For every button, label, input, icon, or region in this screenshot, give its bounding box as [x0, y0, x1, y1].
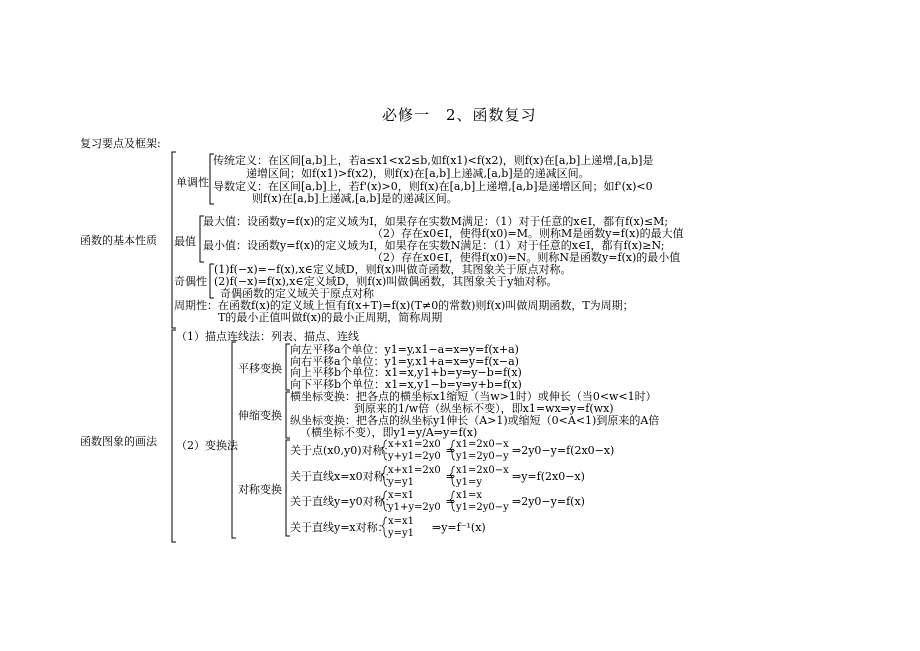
system-1-eq-a: x+x1=2x0: [388, 439, 441, 450]
monotonic-line-4: 则f(x)在[a,b]上递减,[a,b]是的递减区间。: [252, 192, 458, 205]
stretch-line-2: 到原来的1/w倍（纵坐标不变），即x1=wx⇒y=f(wx): [354, 402, 614, 415]
symmetry-row-head: 关于直线x=x0对称：: [290, 470, 396, 483]
parity-line-1: (1)f(−x)=−f(x),x∈定义域D，则f(x)叫做奇函数，其图象关于原点对称。: [214, 263, 572, 276]
symmetry-row-head: 关于点(x0,y0)对称：: [290, 444, 395, 457]
monotonic-line-2: 递增区间；如f(x1)>f(x2)，则f(x)在[a,b]上递减,[a,b]是的递减区间。: [246, 167, 590, 180]
section-label-graph-drawing: 函数图象的画法: [80, 435, 157, 448]
period-line-2: T的最小正值叫做f(x)的最小正周期，简称周期: [218, 311, 443, 324]
parity-label: 奇偶性: [174, 275, 207, 288]
system-2-eq-a: x1=2x0−x: [456, 465, 509, 476]
system-2-eq-b: y1=2y0−y: [456, 451, 509, 462]
parity-line-2: (2)f(−x)=f(x),x∈定义域D，则f(x)叫做偶函数，其图象关于y轴对称。: [214, 275, 558, 288]
system-2-eq-b: y1=y: [456, 477, 483, 488]
stretch-line-3: 纵坐标变换：把各点的纵坐标y1伸长（A>1)或缩短（0<A<1)到原来的A倍: [290, 414, 660, 427]
translation-line-2: 向右平移a个单位：y1=y,x1+a=x⇒y=f(x−a): [290, 355, 519, 368]
method-2-label: （2）变换法: [176, 439, 238, 452]
symmetry-label: 对称变换: [238, 483, 282, 496]
symmetry-row-result: ⇒y=f(2x0−x): [512, 470, 585, 483]
system-1-eq-b: y+y1=2y0: [388, 451, 441, 462]
system-1-eq-b: y=y1: [388, 528, 415, 539]
stretch-line-1: 横坐标变换：把各点的横坐标x1缩短（当w>1时）或伸长（当0<w<1时）: [290, 390, 657, 403]
extremum-line-3: 最小值：设函数y=f(x)的定义域为I，如果存在实数N满足：（1）对于任意的x∈I，都有f(x)≥N;: [203, 239, 665, 252]
system-1-eq-a: x+x1=2x0: [388, 465, 441, 476]
translation-line-1: 向左平移a个单位：y1=y,x1−a=x⇒y=f(x+a): [290, 343, 519, 356]
parity-line-3: 奇偶函数的定义域关于原点对称: [220, 287, 374, 300]
implies-arrow: ⇒: [446, 495, 456, 508]
system-2-eq-b: y1=2y0−y: [456, 502, 509, 513]
symmetry-row-head: 关于直线y=y0对称：: [290, 495, 396, 508]
page-title: 必修一 2、函数复习: [382, 106, 537, 124]
extremum-label: 最值: [174, 235, 196, 248]
implies-arrow: ⇒: [446, 470, 456, 483]
symmetry-row-head: 关于直线y=x对称：: [290, 521, 389, 534]
system-1-eq-b: y=y1: [388, 477, 415, 488]
translation-line-3: 向上平移b个单位：x1=x,y1+b=y⇒y−b=f(x): [290, 366, 522, 379]
subtitle: 复习要点及框架:: [80, 137, 161, 150]
system-1-eq-b: y1+y=2y0: [388, 502, 441, 513]
period-line-1: 周期性：在函数f(x)的定义域上恒有f(x+T)=f(x)(T≠0的常数)则f(x)叫做周期函数，T为周期；: [174, 299, 634, 312]
monotonic-line-1: 传统定义：在区间[a,b]上，若a≤x1<x2≤b,如f(x1)<f(x2)，则f(x)在[a,b]上递增,[a,b]是: [213, 154, 654, 167]
system-2-eq-a: x1=x: [456, 490, 483, 501]
section-label-basic-properties: 函数的基本性质: [80, 234, 157, 247]
system-2-eq-a: x1=2x0−x: [456, 439, 509, 450]
system-1-eq-a: x=x1: [388, 490, 415, 501]
extremum-line-1: 最大值：设函数y=f(x)的定义域为I，如果存在实数M满足：（1）对于任意的x∈I，都有f(x)≤M;: [203, 215, 669, 228]
translation-label: 平移变换: [238, 362, 282, 375]
stretch-label: 伸缩变换: [238, 409, 282, 422]
monotonic-line-3: 导数定义：在区间[a,b]上，若f'(x)>0，则f(x)在[a,b]上递增,[a,b]是递增区间；如f'(x)<0: [213, 180, 653, 193]
symmetry-row-result: ⇒2y0−y=f(x): [512, 495, 585, 508]
implies-arrow: ⇒: [446, 444, 456, 457]
translation-line-4: 向下平移b个单位：x1=x,y1−b=y⇒y+b=f(x): [290, 378, 522, 391]
system-1-eq-a: x=x1: [388, 516, 415, 527]
symmetry-row-result: ⇒2y0−y=f(2x0−x): [512, 444, 615, 457]
symmetry-row-result: ⇒y=f⁻¹(x): [432, 521, 486, 534]
stretch-line-4: （横坐标不变），即y1=y/A⇒y=f(x): [300, 426, 478, 439]
extremum-line-2: （2）存在x0∈I，使得f(x0)=M。则称M是函数y=f(x)的最大值: [372, 227, 684, 240]
extremum-line-4: （2）存在x0∈I，使得f(x0)=N。则称N是函数y=f(x)的最小值: [372, 251, 681, 264]
monotonic-label: 单调性: [176, 176, 209, 189]
method-1-plotting: （1）描点连线法：列表、描点、连线: [176, 330, 359, 343]
